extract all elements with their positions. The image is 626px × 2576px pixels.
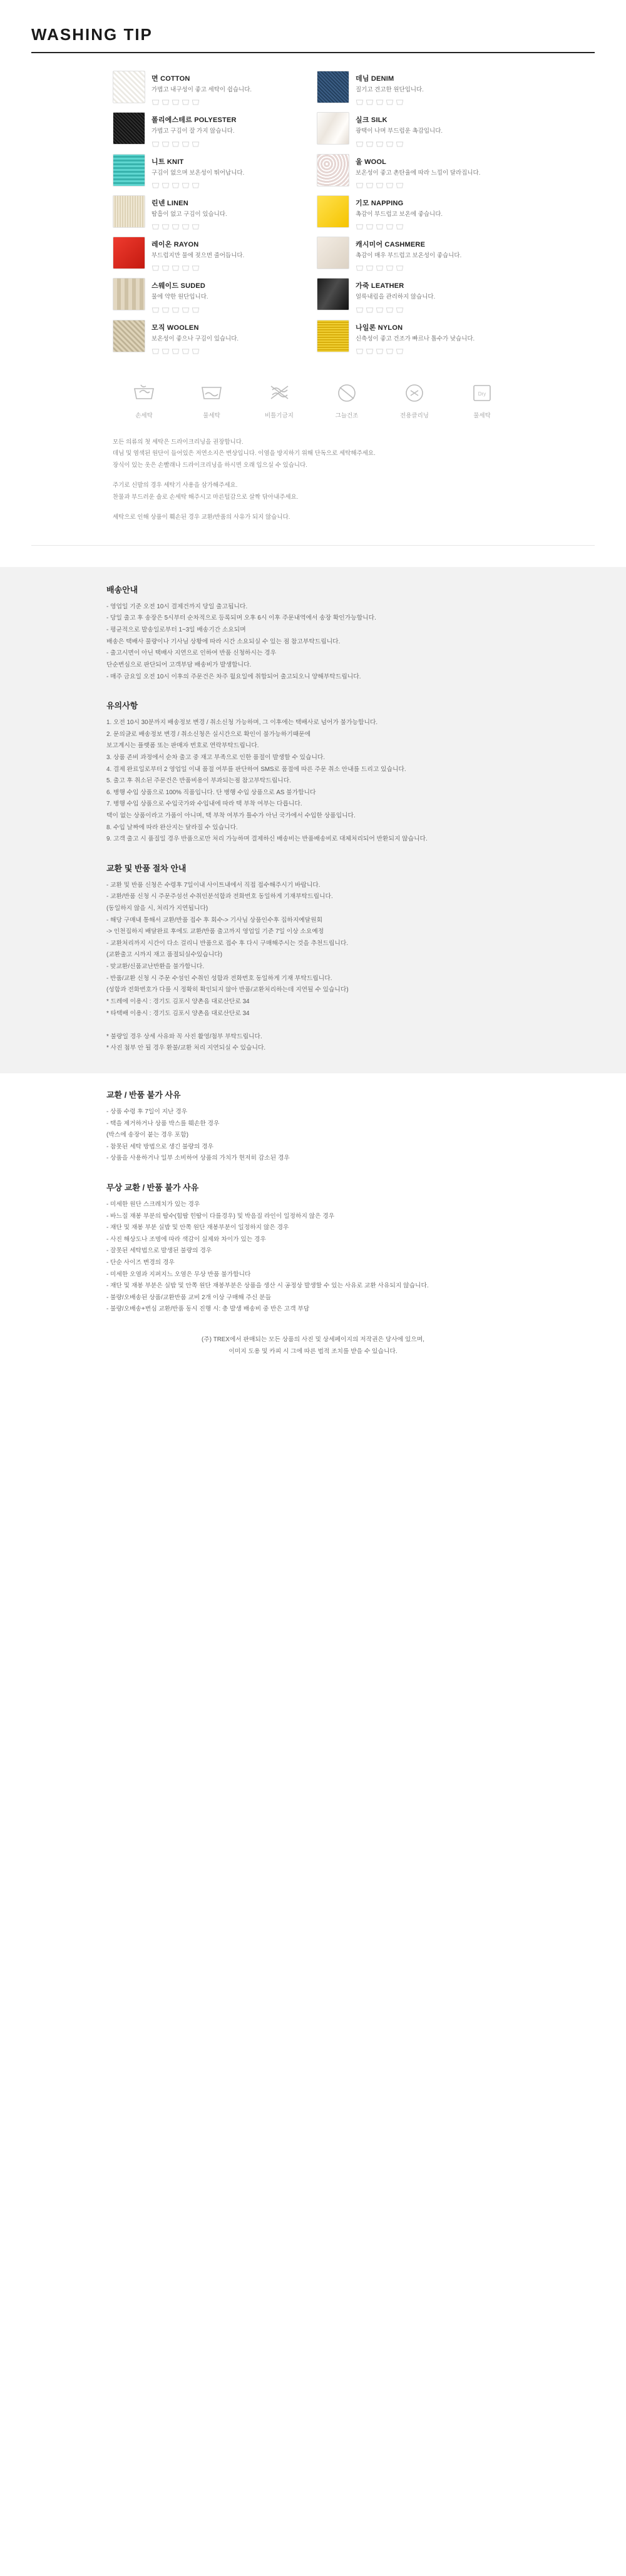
fabric-description: 보온성이 좋으나 구김이 있습니다. [151,335,239,342]
fabric-name: 울 WOOL [356,158,387,166]
info-list-item: (동일하지 않을 시, 처리가 지연됩니다) [106,905,208,912]
no-wring-icon [266,379,292,406]
care-symbol-icon [376,263,384,272]
fabric-swatch [317,112,349,145]
care-symbol-icon [396,305,404,314]
care-note [113,480,513,503]
info-list-item: - 교환/반품 신청 시 주문주섬선 수취인분석함과 전화번호 동일하게 기재부탁드립니다. [106,893,333,901]
care-symbol-icon [386,263,394,272]
fabric-item [113,237,309,272]
footer-copyright [106,1316,520,1383]
care-symbol-icon [376,181,384,189]
info-list-item: - 사진 해상도나 조명에 따라 색감이 실제와 차이가 있는 경우 [106,1235,266,1243]
fabric-description: 촉감이 매우 부드럽고 보온성이 좋습니다. [356,252,462,259]
shade-dry-icon [334,379,360,406]
info-list-item: - 바느질 재봉 부분의 땀수(힘땀 힌땀이 다를경우) 및 박음질 라인이 일정하지 않은 경우 [106,1212,335,1220]
info-list-item: - 반품/교환 신청 시 주문 수섬인 수취인 성함과 전화번호 동일하게 기재 부탁드립니다. [106,974,332,982]
fabric-item [113,112,309,147]
care-symbol-icon [151,98,160,106]
info-band-gray [0,567,626,1073]
care-symbol-icon [151,181,160,189]
info-list-item: 보고계시는 플랫폼 또는 판매자 번호로 연락부탁드립니다. [106,742,259,750]
info-section-list [106,1107,520,1165]
footer-line: (주) TREX에서 판매되는 모든 상품의 사진 및 상세페이지의 저작권은 당사에 있으며, [202,1336,424,1344]
fabric-care-icons [151,222,227,230]
info-section-title: 무상 교환 / 반품 불가 사유 [106,1183,199,1192]
care-symbol-icon [396,347,404,355]
care-symbol-label: 비틀기금지 [265,412,294,419]
fabric-description: 가볍고 내구성이 좋고 세탁이 쉽습니다. [151,86,252,93]
info-section-title: 배송안내 [106,585,138,595]
care-symbol-icon [386,222,394,230]
fabric-care-icons [356,263,461,272]
info-section-title: 교환 / 반품 불가 사유 [106,1090,181,1100]
care-symbol-icon [356,181,364,189]
care-note-line: 찬물과 부드러운 솔로 손세탁 해주시고 마른털감으로 살짝 닦아내주세요. [113,493,299,501]
care-note-line: 주기로 신발의 경우 세탁기 사용을 삼가해주세요. [113,482,238,489]
info-list-item: 9. 고객 출고 시 품질일 경우 반품으로만 처리 가능하며 결제하신 배송비는 반품배송비로 대체처리되어 반환되지 않습니다. [106,836,428,843]
care-symbol-icon [182,263,190,272]
care-symbol-icon [396,263,404,272]
info-list-item: - 상품 수령 후 7일이 지난 경우 [106,1108,188,1115]
info-list-item: - 재단 및 재봉 부분은 실밥 및 안쪽 원단 재봉부분은 상품을 생산 시 공정상 발생할 수 있는 사유로 교환 사유되지 않습니다. [106,1282,429,1290]
care-symbol-icon [192,347,200,355]
fabric-name: 데님 DENIM [356,75,394,83]
list-spacer [106,1020,520,1031]
info-list-item: - 미세한 오염과 지퍼지느 오염은 무상 반품 불가합니다 [106,1270,251,1278]
care-symbol-icon [172,98,180,106]
care-symbol-icon [182,98,190,106]
care-note [113,512,513,524]
info-list-item: - 교환 및 반품 신청은 수령후 7일이내 사이트내에서 직접 접수해주시기 바랍니다. [106,881,321,889]
info-section [106,1088,520,1165]
fabric-name: 폴리에스테르 POLYESTER [151,116,237,125]
info-section [106,699,520,846]
care-note-line: 세탁으로 인해 상품이 훼손된 경우 교환/반품의 사유가 되지 않습니다. [113,514,290,521]
care-symbol-icon [396,181,404,189]
fabric-description: 광택이 나며 부드럽운 촉감입니다. [356,128,443,135]
care-symbol-item [458,379,506,419]
info-list-item: (교환출고 시까지 재고 품절되실수있습니다) [106,951,223,959]
fabric-swatch [113,112,145,145]
fabric-description: 얼룩내림을 관리하지 않습니다. [356,294,436,301]
footer-line: 이미지 도용 및 카피 시 그에 따른 법적 조치를 받을 수 있습니다. [228,1347,398,1355]
info-list-item: * 드레에 이용시 : 경기도 김포시 양촌읍 대로산단로 34 [106,998,250,1005]
fabric-description: 신축성이 좋고 건조가 빠르나 톱수가 낮습니다. [356,335,475,342]
info-sections [106,583,520,1055]
fabric-description: 구김이 없으며 보온성이 뛰어납니다. [151,169,245,176]
fabric-item [317,195,513,230]
info-list-item: - 상품을 사용하거나 일부 소비하여 상품의 가치가 현저히 감소된 경우 [106,1155,290,1162]
info-list-item: (성함과 전화번호가 다를 시 정확히 확인되지 않아 반품/교환처리하는데 지연될 수 있습니다) [106,986,349,994]
info-list-item-warning: * 사진 첨부 안 될 경우 환불/교환 처리 지연되실 수 있습니다. [106,1045,266,1052]
care-symbol-item [255,379,304,419]
fabric-care-icons [151,98,252,106]
fabric-care-icons [356,140,443,148]
care-symbol-icon [356,263,364,272]
fabric-care-icons [151,263,244,272]
info-list-item: 6. 병행 수입 상품으로 100% 직품입니다. 단 병행 수입 상품으로 AS 불가합니다 [106,789,316,796]
water-wash-icon [198,379,225,406]
fabric-item [113,195,309,230]
info-section [106,1181,520,1316]
fabric-name: 모직 WOOLEN [151,324,199,332]
care-symbol-label: 손세탁 [135,412,153,419]
care-symbol-icon [172,222,180,230]
care-symbol-icon [356,98,364,106]
fabric-swatch [317,71,349,103]
care-symbol-icon [366,263,374,272]
care-note [113,437,513,472]
fabric-item [113,278,309,313]
info-list-item: - 해당 구매내 통해서 교환/반품 접수 후 회수-> 기사님 상품인수후 집하지예달원회 [106,916,323,924]
care-symbol-icon [162,263,170,272]
fabric-care-icons [151,181,244,189]
care-symbol-icon [162,305,170,314]
info-section-list [106,1199,520,1316]
care-symbol-label: 전용클리닝 [400,412,429,419]
care-symbol-item [322,379,371,419]
tumble-dry-icon [469,379,495,406]
care-symbol-icon [192,181,200,189]
care-symbol-icon [151,347,160,355]
fabric-item [317,154,513,189]
fabric-item [317,112,513,147]
fabric-swatch [317,195,349,228]
care-symbol-icon [396,98,404,106]
care-symbol-label: 물세탁 [203,412,220,419]
info-list-item: - 출고시면이 아닌 택배사 지연으로 인하여 반품 신청하시는 경우 [106,650,277,657]
fabric-swatch [113,320,145,352]
info-section-list [106,717,520,846]
info-list-item: - 잘못된 세탁법으로 발생된 불량의 경우 [106,1247,212,1255]
info-list-item: - 미세한 원단 스크레치가 있는 경우 [106,1201,200,1208]
care-symbol-icon [182,181,190,189]
care-symbol-item [390,379,439,419]
care-symbol-icon [192,305,200,314]
care-symbol-icon [386,181,394,189]
fabric-swatch [317,278,349,310]
care-symbol-icon [366,140,374,148]
section-divider [31,545,595,546]
care-symbol-icon [182,222,190,230]
info-section [106,862,520,1055]
care-note-line: 장식이 있는 옷은 손빨래나 드라이크리닝을 하시면 오래 입으실 수 있습니다. [113,461,307,469]
info-list-item: - 평균적으로 발송일로부터 1~3일 배송기간 소요되며 [106,626,246,634]
fabric-description: 질기고 견고한 원단입니다. [356,86,424,93]
info-list-item: -> 인천집하지 배달완료 후에도 교환/반품 출고까지 영업일 기준 7일 이상 소요예정 [106,928,324,936]
info-band-white [0,1073,626,1316]
care-symbol-icon [172,181,180,189]
title-divider [31,52,595,53]
care-symbol-icon [366,98,374,106]
info-list-item: - 당일 출고 후 송장은 5시부터 순차적으로 등록되며 오후 6시 이후 주문내역에서 송장 확인가능합니다. [106,615,376,622]
care-symbol-icon [192,98,200,106]
fabric-item [317,237,513,272]
care-note-line: 데님 및 염색된 원단이 들어있은 저연소지은 변상입니다. 이염을 방지하기 위해 단독으로 세탁해주세요. [113,450,376,457]
care-symbol-icon [376,222,384,230]
info-list-item: 배송은 택배사 물량이나 기사님 상황에 따라 시간 소요되실 수 있는 점 참고부탁드립니다. [106,638,341,645]
info-list-item: * 타택배 이용시 : 경기도 김포시 양촌읍 대로산단로 34 [106,1009,250,1017]
info-list-item: (박스에 송장이 붙는 경우 포함) [106,1132,188,1139]
care-symbol-icon [182,305,190,314]
fabric-care-icons [356,305,435,314]
info-section-title: 유의사항 [106,701,138,711]
care-symbol-icon [376,98,384,106]
care-symbol-icon [192,222,200,230]
care-symbol-icon [356,347,364,355]
care-symbol-icon [396,222,404,230]
hand-wash-icon [131,379,157,406]
care-symbol-icon [151,222,160,230]
care-symbol-row [113,379,513,419]
fabric-name: 나일론 NYLON [356,324,403,332]
care-symbol-icon [182,140,190,148]
fabric-care-icons [151,305,208,314]
fabric-swatch [113,237,145,269]
fabric-description: 땀흡이 없고 구김이 있습니다. [151,210,227,218]
care-symbol-icon [192,140,200,148]
fabric-item [317,278,513,313]
fabric-swatch [113,71,145,103]
care-symbol-icon [162,347,170,355]
fabric-name: 니트 KNIT [151,158,184,166]
info-list-item: - 매주 금요일 오전 10시 이후의 주문건은 차주 월요일에 취합되어 출고되오니 양해부탁드립니다. [106,673,361,680]
info-list-item: 8. 수입 날짜에 따라 완산지는 달라질 수 있습니다. [106,824,238,831]
care-symbol-icon [151,263,160,272]
fabric-swatch [317,237,349,269]
care-symbol-icon [386,347,394,355]
fabric-swatch [317,320,349,352]
info-list-item-warning: * 불량일 경우 상세 사유와 꼭 사진 활영/첨부 부탁드립니다. [106,1033,262,1040]
care-symbol-icon [192,263,200,272]
fabric-swatch [113,154,145,187]
fabric-swatch [113,195,145,228]
fabric-item [113,71,309,106]
care-symbol-icon [172,140,180,148]
care-symbol-label: 물세탁 [473,412,491,419]
fabric-care-icons [356,347,475,355]
care-notes [113,437,513,524]
info-list-item: 3. 상품 존비 과정에서 순차 출고 중 재고 부족으로 인한 품절이 발생할 수 있습니다. [106,754,326,761]
fabric-care-icons [151,347,239,355]
care-symbol-icon [376,347,384,355]
care-symbol-icon [162,181,170,189]
care-symbol-icon [396,140,404,148]
info-list-item: - 불량/오배송된 상품/교환반품 교비 2개 이상 구매해 주신 분들 [106,1294,272,1301]
care-symbol-icon [376,305,384,314]
fabric-description: 부드럽지만 물에 젖으면 줄어듭니다. [151,252,245,259]
info-list-item: 1. 오전 10시 30분까지 배송정보 변경 / 취소신청 가능하며, 그 이후에는 택배사로 넘어가 불가능합니다. [106,719,378,727]
fabric-care-icons [356,222,443,230]
care-symbol-icon [162,98,170,106]
info-section [106,583,520,683]
care-symbol-icon [366,181,374,189]
info-list-item: 택이 없는 상품이라고 가품이 아니며, 택 부착 여부가 틀수가 아닌 국가에서 수입한 상품입니다. [106,812,356,819]
info-list-item: - 단순 사이즈 변경의 경우 [106,1259,175,1267]
care-symbol-label: 그늘건조 [335,412,359,419]
care-symbol-icon [172,347,180,355]
page-title: WASHING TIP [31,25,153,44]
fabric-item [113,154,309,189]
fabric-name: 스웨이드 SUDED [151,282,206,290]
restriction-sections [106,1088,520,1316]
info-list-item: 5. 출고 후 취소된 주문건은 반품비용이 부과되는점 참고부탁드립니다. [106,777,291,785]
fabric-name: 면 COTTON [151,75,190,83]
fabric-name: 레이온 RAYON [151,241,199,248]
care-symbol-icon [386,305,394,314]
info-list-item: - 참못된 세탁 방법으로 생긴 불량의 경우 [106,1143,214,1150]
care-symbol-item [120,379,168,419]
fabric-name: 가죽 LEATHER [356,282,404,290]
fabric-care-icons [356,181,480,189]
fabric-swatch [113,278,145,310]
info-list-item: 단순변심으로 판단되어 고객부담 배송비가 발생합니다. [106,661,252,668]
care-note-line: 모든 의류의 첫 세탁은 드라이크리닝을 권장합니다. [113,438,244,446]
info-list-item: 2. 문의글로 배송정보 변경 / 취소신청은 실시간으로 확인이 불가능하기때문에 [106,730,311,738]
care-symbol-icon [386,98,394,106]
care-symbol-icon [162,140,170,148]
fabric-care-icons [356,98,424,106]
care-symbol-icon [162,222,170,230]
info-section-list [106,880,520,1055]
info-list-item: - 재단 및 재봉 부분 실밥 및 안쪽 원단 재봉부분이 일정하지 않은 경우 [106,1224,289,1232]
fabric-grid [113,71,513,355]
care-symbol-item [187,379,236,419]
info-section-title: 교환 및 반품 절차 안내 [106,863,187,873]
fabric-item [317,71,513,106]
fabric-name: 캐시미어 CASHMERE [356,241,426,248]
care-symbol-icon [182,347,190,355]
svg-text:Dry: Dry [478,391,486,397]
fabric-description: 보온성이 좋고 촌탄율에 따라 느낌이 달라집니다. [356,169,481,176]
fabric-item [317,320,513,355]
care-symbol-icon [386,140,394,148]
care-symbol-icon [356,305,364,314]
fabric-description: 가볍고 구김이 잘 가지 않습니다. [151,128,235,135]
care-symbol-icon [366,305,374,314]
info-list-item: - 교환처리까지 시간이 다소 걸리니 반품으로 접수 후 다시 구매해주시는 것을 추천드립니다. [106,939,349,947]
care-symbol-icon [172,305,180,314]
care-symbol-icon [151,140,160,148]
info-list-item: - 불량/오배송+변심 교환/반품 동시 진행 시: 총 발생 배송비 중 반은 고객 부담 [106,1306,310,1313]
fabric-name: 기모 NAPPING [356,199,404,207]
info-list-item: - 맞교환/신품교난반환을 불가합니다. [106,963,205,971]
fabric-description: 촉감이 부드럽고 보온에 좋습니다. [356,210,443,218]
fabric-name: 실크 SILK [356,116,387,125]
iron-icon [401,379,428,406]
fabric-name: 린넨 LINEN [151,199,188,207]
care-symbol-icon [172,263,180,272]
care-symbol-icon [366,347,374,355]
fabric-care-icons [151,140,237,148]
info-list-item: 7. 병행 수입 상품으로 수입국가와 수입내에 따라 택 부착 여부는 다릅니다. [106,800,302,808]
fabric-description: 물에 약한 원단입니다. [151,294,208,301]
info-list-item: - 영업일 기준 오전 10시 결제건까지 당일 출고됩니다. [106,603,248,610]
care-symbol-icon [376,140,384,148]
care-symbol-icon [356,222,364,230]
care-symbol-icon [366,222,374,230]
info-list-item: 4. 결제 완료일로부터 2 영업일 이내 품절 여부를 판단하여 SMS로 품절에 따른 주문 취소 안내를 드리고 있습니다. [106,765,406,773]
care-symbol-icon [356,140,364,148]
fabric-swatch [317,154,349,187]
fabric-item [113,320,309,355]
header-section [0,0,626,53]
care-symbol-icon [151,305,160,314]
info-list-item: - 택을 제거하거나 상품 박스를 훼손한 경우 [106,1120,220,1127]
info-section-list [106,601,520,683]
